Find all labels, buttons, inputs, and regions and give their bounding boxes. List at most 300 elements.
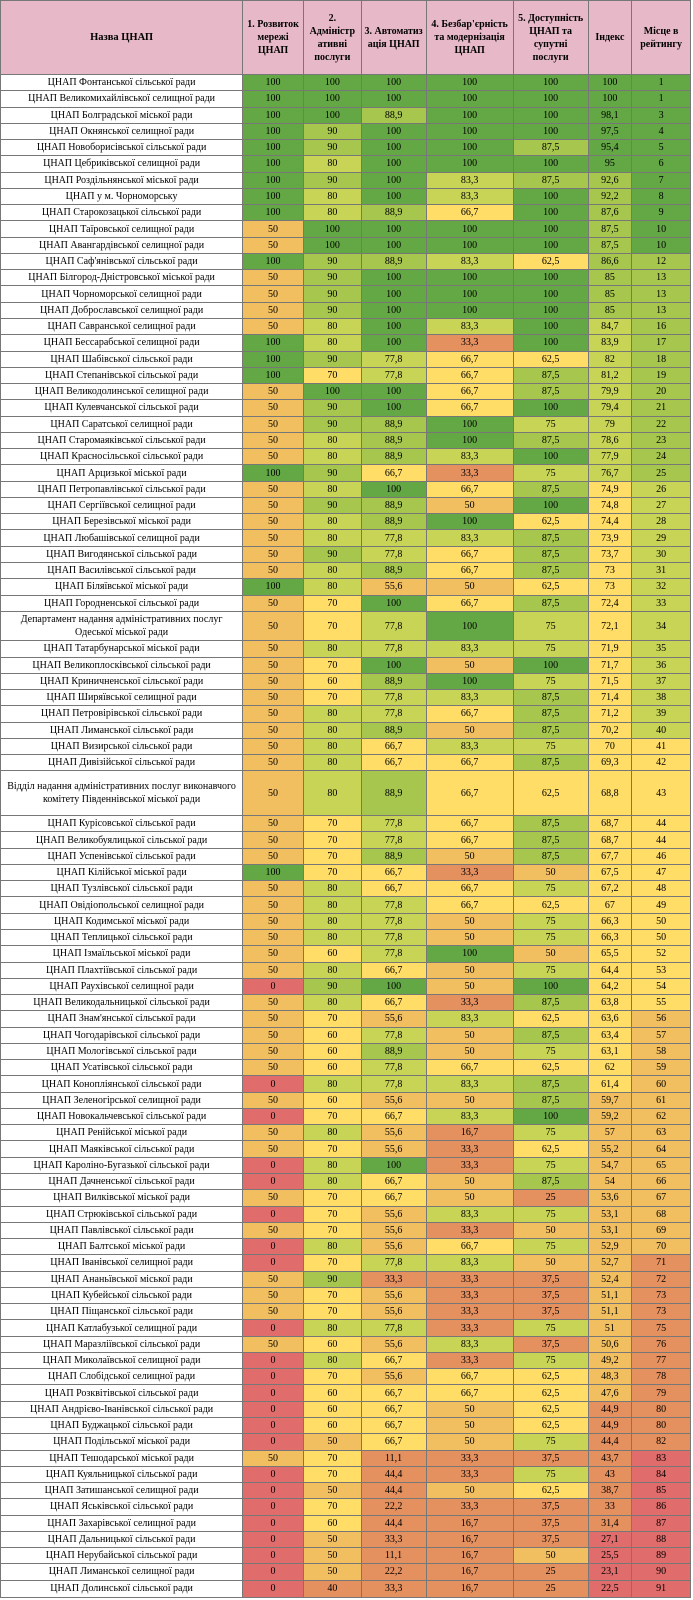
automation-score: 77,8 [361,351,426,367]
automation-score: 33,3 [361,1531,426,1547]
cnap-name: ЦНАП Любашівської селищної ради [1,530,243,546]
availability-score: 87,5 [513,562,588,578]
rank-value: 28 [632,514,691,530]
network-score: 100 [243,367,304,383]
automation-score: 66,7 [361,995,426,1011]
network-score: 0 [243,1239,304,1255]
rank-value: 86 [632,1499,691,1515]
rank-value: 52 [632,946,691,962]
availability-score: 100 [513,91,588,107]
automation-score: 88,9 [361,449,426,465]
accessibility-score: 50 [426,1483,513,1499]
cnap-name: ЦНАП Лиманської селищної ради [1,1564,243,1580]
services-score: 40 [303,1580,361,1597]
index-value: 63,1 [588,1043,632,1059]
services-score: 80 [303,205,361,221]
network-score: 50 [243,690,304,706]
network-score: 100 [243,75,304,91]
header-availability: 5. Доступність ЦНАП та супутні послуги [513,1,588,75]
availability-score: 100 [513,188,588,204]
services-score: 50 [303,1531,361,1547]
services-score: 90 [303,497,361,513]
accessibility-score: 33,3 [426,1352,513,1368]
automation-score: 100 [361,221,426,237]
table-row [1,1385,691,1401]
availability-score: 62,5 [513,1401,588,1417]
table-row [1,1320,691,1336]
table-row [1,1515,691,1531]
availability-score: 87,5 [513,816,588,832]
accessibility-score: 50 [426,962,513,978]
rank-value: 29 [632,530,691,546]
availability-score: 75 [513,738,588,754]
cnap-name: ЦНАП Мологівської сільської ради [1,1043,243,1059]
rank-value: 54 [632,978,691,994]
services-score: 80 [303,156,361,172]
rank-value: 66 [632,1173,691,1189]
index-value: 65,5 [588,946,632,962]
availability-score: 50 [513,946,588,962]
services-score: 80 [303,562,361,578]
table-row [1,156,691,172]
accessibility-score: 100 [426,286,513,302]
accessibility-score: 50 [426,913,513,929]
automation-score: 100 [361,237,426,253]
network-score: 100 [243,205,304,221]
accessibility-score: 66,7 [426,400,513,416]
automation-score: 55,6 [361,1239,426,1255]
automation-score: 77,8 [361,611,426,641]
rank-value: 26 [632,481,691,497]
cnap-name: ЦНАП Сергіївської селищної ради [1,497,243,513]
network-score: 50 [243,897,304,913]
automation-score: 100 [361,978,426,994]
rank-value: 12 [632,253,691,269]
table-row [1,881,691,897]
availability-score: 87,5 [513,832,588,848]
index-value: 53,1 [588,1222,632,1238]
accessibility-score: 66,7 [426,351,513,367]
cnap-name: ЦНАП Петровірівської сільської ради [1,706,243,722]
cnap-name: ЦНАП Таїровської селищної ради [1,221,243,237]
table-row [1,1352,691,1368]
automation-score: 100 [361,91,426,107]
automation-score: 55,6 [361,1369,426,1385]
index-value: 95,4 [588,140,632,156]
rank-value: 13 [632,270,691,286]
network-score: 50 [243,755,304,771]
table-row [1,367,691,383]
services-score: 80 [303,1157,361,1173]
rank-value: 89 [632,1548,691,1564]
services-score: 70 [303,1190,361,1206]
rank-value: 17 [632,335,691,351]
accessibility-score: 66,7 [426,1060,513,1076]
rank-value: 20 [632,384,691,400]
automation-score: 33,3 [361,1580,426,1597]
table-row [1,172,691,188]
services-score: 80 [303,1239,361,1255]
cnap-name: ЦНАП Дивізійської сільської ради [1,755,243,771]
index-value: 81,2 [588,367,632,383]
services-score: 90 [303,1271,361,1287]
availability-score: 75 [513,1352,588,1368]
rank-value: 76 [632,1336,691,1352]
automation-score: 66,7 [361,1352,426,1368]
accessibility-score: 50 [426,657,513,673]
services-score: 70 [303,1369,361,1385]
network-score: 50 [243,706,304,722]
table-row [1,1466,691,1482]
cnap-name: ЦНАП Овідіопольської селищної ради [1,897,243,913]
network-score: 0 [243,1157,304,1173]
automation-score: 55,6 [361,1125,426,1141]
cnap-name: ЦНАП Курісовської сільської ради [1,816,243,832]
table-row [1,1287,691,1303]
accessibility-score: 50 [426,497,513,513]
services-score: 60 [303,1060,361,1076]
table-row [1,335,691,351]
table-row [1,755,691,771]
availability-score: 100 [513,400,588,416]
network-score: 50 [243,848,304,864]
availability-score: 25 [513,1564,588,1580]
availability-score: 87,5 [513,1076,588,1092]
index-value: 54,7 [588,1157,632,1173]
table-row [1,432,691,448]
network-score: 0 [243,1466,304,1482]
availability-score: 87,5 [513,546,588,562]
automation-score: 55,6 [361,1092,426,1108]
cnap-name: ЦНАП Великодолинської селищної ради [1,384,243,400]
index-value: 95 [588,156,632,172]
table-row [1,864,691,880]
automation-score: 88,9 [361,562,426,578]
automation-score: 66,7 [361,1190,426,1206]
rank-value: 31 [632,562,691,578]
accessibility-score: 66,7 [426,816,513,832]
rank-value: 8 [632,188,691,204]
accessibility-score: 83,3 [426,253,513,269]
network-score: 50 [243,722,304,738]
rank-value: 39 [632,706,691,722]
cnap-name: ЦНАП Ширяївської селищної ради [1,690,243,706]
accessibility-score: 50 [426,579,513,595]
accessibility-score: 33,3 [426,1287,513,1303]
table-row [1,1531,691,1547]
automation-score: 100 [361,172,426,188]
accessibility-score: 83,3 [426,1336,513,1352]
table-row [1,611,691,641]
automation-score: 88,9 [361,205,426,221]
automation-score: 100 [361,286,426,302]
availability-score: 100 [513,657,588,673]
availability-score: 25 [513,1580,588,1597]
automation-score: 66,7 [361,1401,426,1417]
services-score: 70 [303,595,361,611]
rank-value: 57 [632,1027,691,1043]
accessibility-score: 100 [426,140,513,156]
availability-score: 25 [513,1190,588,1206]
services-score: 80 [303,738,361,754]
network-score: 50 [243,530,304,546]
table-row [1,946,691,962]
index-value: 73,7 [588,546,632,562]
network-score: 100 [243,335,304,351]
rank-value: 80 [632,1401,691,1417]
accessibility-score: 16,7 [426,1580,513,1597]
index-value: 85 [588,286,632,302]
index-value: 72,4 [588,595,632,611]
cnap-name: ЦНАП Миколаївської селищної ради [1,1352,243,1368]
automation-score: 100 [361,302,426,318]
accessibility-score: 66,7 [426,755,513,771]
network-score: 0 [243,978,304,994]
services-score: 60 [303,1417,361,1433]
services-score: 70 [303,657,361,673]
table-row [1,107,691,123]
rank-value: 73 [632,1304,691,1320]
rank-value: 16 [632,318,691,334]
index-value: 44,9 [588,1417,632,1433]
index-value: 71,7 [588,657,632,673]
index-value: 68,7 [588,832,632,848]
network-score: 50 [243,416,304,432]
table-row [1,690,691,706]
rank-value: 42 [632,755,691,771]
table-row [1,1564,691,1580]
accessibility-score: 33,3 [426,335,513,351]
availability-score: 37,5 [513,1287,588,1303]
index-value: 63,8 [588,995,632,1011]
availability-score: 100 [513,221,588,237]
network-score: 50 [243,514,304,530]
accessibility-score: 66,7 [426,706,513,722]
network-score: 50 [243,546,304,562]
accessibility-score: 66,7 [426,562,513,578]
table-row [1,1011,691,1027]
network-score: 50 [243,673,304,689]
accessibility-score: 66,7 [426,832,513,848]
table-row [1,913,691,929]
rank-value: 43 [632,771,691,816]
automation-score: 55,6 [361,1304,426,1320]
services-score: 80 [303,1173,361,1189]
automation-score: 44,4 [361,1515,426,1531]
services-score: 50 [303,1483,361,1499]
cnap-name: ЦНАП Шабівської сільської ради [1,351,243,367]
availability-score: 87,5 [513,995,588,1011]
availability-score: 75 [513,962,588,978]
accessibility-score: 83,3 [426,530,513,546]
network-score: 100 [243,172,304,188]
index-value: 43 [588,1466,632,1482]
services-score: 80 [303,755,361,771]
automation-score: 77,8 [361,1255,426,1271]
cnap-name: ЦНАП Раухівської селищної ради [1,978,243,994]
network-score: 0 [243,1108,304,1124]
services-score: 80 [303,897,361,913]
index-value: 79 [588,416,632,432]
rank-value: 7 [632,172,691,188]
services-score: 60 [303,1043,361,1059]
accessibility-score: 83,3 [426,1011,513,1027]
rank-value: 75 [632,1320,691,1336]
accessibility-score: 83,3 [426,318,513,334]
availability-score: 100 [513,205,588,221]
cnap-name: ЦНАП Кубейської сільської ради [1,1287,243,1303]
index-value: 87,5 [588,221,632,237]
header-automation: 3. Автоматиз ація ЦНАП [361,1,426,75]
automation-score: 77,8 [361,930,426,946]
network-score: 0 [243,1385,304,1401]
services-score: 60 [303,946,361,962]
network-score: 50 [243,432,304,448]
availability-score: 75 [513,913,588,929]
network-score: 50 [243,286,304,302]
services-score: 70 [303,1141,361,1157]
table-row [1,816,691,832]
availability-score: 75 [513,1043,588,1059]
index-value: 55,2 [588,1141,632,1157]
index-value: 97,5 [588,123,632,139]
services-score: 70 [303,367,361,383]
network-score: 50 [243,449,304,465]
automation-score: 88,9 [361,514,426,530]
services-score: 90 [303,140,361,156]
availability-score: 100 [513,497,588,513]
services-score: 90 [303,400,361,416]
accessibility-score: 50 [426,930,513,946]
rank-value: 32 [632,579,691,595]
network-score: 50 [243,270,304,286]
accessibility-score: 33,3 [426,1466,513,1482]
availability-score: 100 [513,75,588,91]
network-score: 50 [243,930,304,946]
automation-score: 88,9 [361,722,426,738]
index-value: 48,3 [588,1369,632,1385]
availability-score: 50 [513,1255,588,1271]
automation-score: 88,9 [361,253,426,269]
table-row [1,1157,691,1173]
table-row [1,1434,691,1450]
rank-value: 40 [632,722,691,738]
index-value: 68,7 [588,816,632,832]
table-row [1,465,691,481]
index-value: 68,8 [588,771,632,816]
automation-score: 66,7 [361,1173,426,1189]
availability-score: 75 [513,673,588,689]
table-row [1,351,691,367]
automation-score: 77,8 [361,546,426,562]
index-value: 74,8 [588,497,632,513]
accessibility-score: 66,7 [426,384,513,400]
cnap-name: ЦНАП Березівської міської ради [1,514,243,530]
services-score: 80 [303,1076,361,1092]
accessibility-score: 66,7 [426,546,513,562]
services-score: 70 [303,816,361,832]
rank-value: 18 [632,351,691,367]
rank-value: 69 [632,1222,691,1238]
index-value: 64,4 [588,962,632,978]
rank-value: 56 [632,1011,691,1027]
cnap-name: ЦНАП Великомихайлівської селищної ради [1,91,243,107]
rank-value: 44 [632,832,691,848]
availability-score: 62,5 [513,579,588,595]
services-score: 70 [303,832,361,848]
network-score: 0 [243,1352,304,1368]
table-row [1,318,691,334]
cnap-name: ЦНАП Нерубайської сільської ради [1,1548,243,1564]
cnap-name: ЦНАП Тешодарської міської ради [1,1450,243,1466]
index-value: 100 [588,91,632,107]
network-score: 50 [243,641,304,657]
rank-value: 58 [632,1043,691,1059]
cnap-name: ЦНАП Болградської міської ради [1,107,243,123]
services-score: 80 [303,706,361,722]
services-score: 100 [303,221,361,237]
table-row [1,1369,691,1385]
automation-score: 100 [361,270,426,286]
services-score: 90 [303,416,361,432]
table-row [1,384,691,400]
automation-score: 44,4 [361,1483,426,1499]
index-value: 50,6 [588,1336,632,1352]
index-value: 59,7 [588,1092,632,1108]
services-score: 70 [303,1499,361,1515]
availability-score: 87,5 [513,1092,588,1108]
network-score: 50 [243,1043,304,1059]
cnap-name: ЦНАП Дачненської сільської ради [1,1173,243,1189]
availability-score: 100 [513,335,588,351]
accessibility-score: 100 [426,416,513,432]
cnap-name: ЦНАП Новокальчевської сільської ради [1,1108,243,1124]
rank-value: 62 [632,1108,691,1124]
rank-value: 59 [632,1060,691,1076]
availability-score: 87,5 [513,690,588,706]
automation-score: 88,9 [361,771,426,816]
automation-score: 77,8 [361,1060,426,1076]
network-score: 50 [243,657,304,673]
cnap-name: ЦНАП Кілійської міської ради [1,864,243,880]
index-value: 53,6 [588,1190,632,1206]
table-row [1,302,691,318]
header-network: 1. Розвиток мережі ЦНАП [243,1,304,75]
availability-score: 50 [513,1548,588,1564]
accessibility-score: 66,7 [426,897,513,913]
network-score: 50 [243,497,304,513]
availability-score: 62,5 [513,897,588,913]
table-row [1,978,691,994]
rank-value: 83 [632,1450,691,1466]
services-score: 70 [303,1108,361,1124]
cnap-name: ЦНАП Роздільнянської міської ради [1,172,243,188]
accessibility-score: 100 [426,514,513,530]
availability-score: 100 [513,107,588,123]
network-score: 50 [243,481,304,497]
automation-score: 88,9 [361,848,426,864]
automation-score: 100 [361,481,426,497]
accessibility-score: 100 [426,123,513,139]
availability-score: 50 [513,864,588,880]
automation-score: 55,6 [361,1206,426,1222]
services-score: 70 [303,1011,361,1027]
accessibility-score: 33,3 [426,1271,513,1287]
rank-value: 78 [632,1369,691,1385]
cnap-name: ЦНАП Великобуялицької сільської ради [1,832,243,848]
services-score: 80 [303,771,361,816]
cnap-name: ЦНАП Дальницької сільської ради [1,1531,243,1547]
